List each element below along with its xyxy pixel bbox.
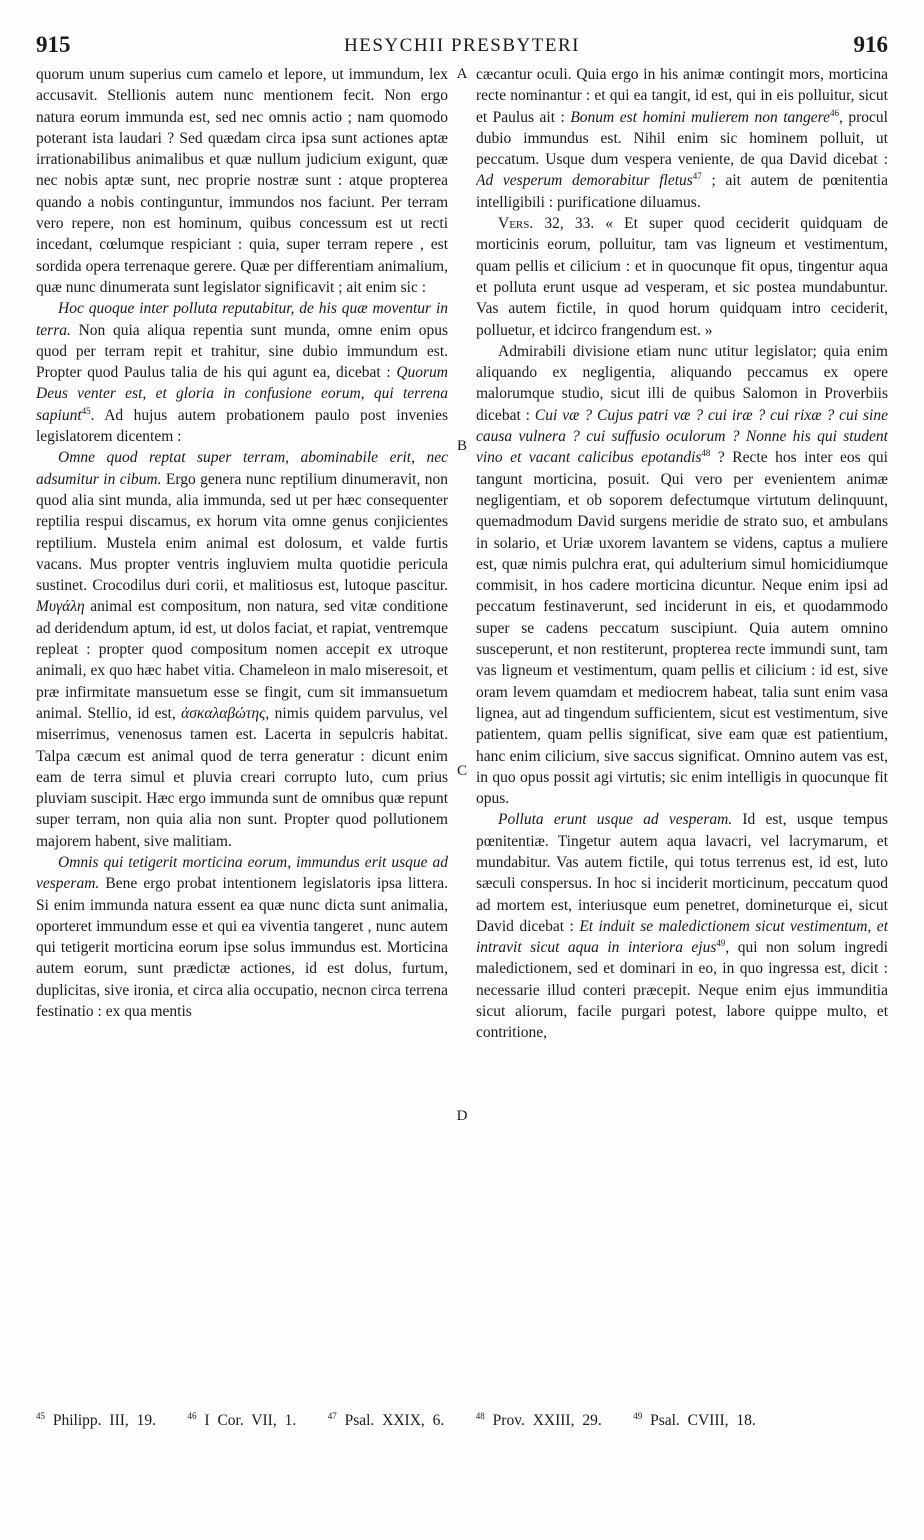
paragraph: Polluta erunt usque ad vesperam. Id est, usque tempus pœnitentiæ. Tingetur autem aqua lavacri, vel lacrymarum, et mundabitur. Vas autem fictile, qui totus terrenus est, id est, luto sæculi conspersus. In hoc si inciderit morticinum, peccatum quod ad mortem est, interiusque eum penetret, domineturque ei, sicut David dicebat : Et induit se maledictionem sicut vestimentum, et intravit sicut aqua in interiora ejus$^{49}$, qui non solum ingredi maledictionem, sed et dominari in eo, in quo ingressa est, dicit : necessarie illud conteri præcepit. Neque enim ejus immunditia sicut aliorum, facile purgari potest, labore quippe multo, et contritione,	[476, 811, 888, 1042]
verse-label: Vers. 32, 33.	[498, 215, 595, 233]
quotation: Ad vesperum demorabitur fletus	[476, 172, 693, 190]
left-column	[36, 64, 448, 1389]
margin-marker-c: C	[456, 763, 467, 779]
margin-marker-d: D	[456, 1108, 468, 1124]
page-number-right: 916	[853, 32, 888, 57]
lemma: Omne quod reptat super terram, abominabile erit, nec adsumitur in cibum.	[36, 449, 448, 488]
quotation: Bonum est homini mulierem non tangere	[570, 108, 831, 126]
paragraph: quorum unum superius cum camelo et lepore, ut immundum, lex accusavit. Stellionis autem nunc mentionem fecit. Non ergo natura eorum immunda est, sed nec omnis actio ; nam quomodo poterant ista laudari ? Sed quædam circa ipsa sunt actiones aptæ irrationabilibus animalibus et quæ nullum judicium exigunt, quæ nec nobis aptæ sunt, nec proprie nostræ sunt : atque propterea quando a nobis continguntur, immundos nos faciunt. Per terram vero repere, non est hominum, quibus concessum est ut recti incedant, cœlumque respiciant : quia, super terram repere , est sordida opera terrenaque gerere. Quæ per differentiam animalium, quæ nunc dinumerata sunt legislator significavit ; ait enim sic :	[36, 66, 448, 296]
right-column	[476, 64, 888, 1389]
footnote: $^{48}$ Prov. XXIII, 29.	[475, 1410, 602, 1429]
footnote-ref: 45	[81, 405, 91, 416]
quotation: Cui væ ? Cujus patri væ ? cui iræ ? cui rixæ ? cui sine causa vulnera ? cui suffusio oculorum ? Nonne his qui student vino et vacant calicibus epotandis	[476, 406, 888, 467]
paragraph: Hoc quoque inter polluta reputabitur, de his quæ moventur in terra. Non quia aliqua repentia sunt munda, omne enim opus quod per terram repit et trahitur, sine dubio immundum est. Propter quod Paulus talia de his qui agunt ea, dicebat : Quorum Deus venter est, et gloria in confusione eorum, qui terrena sapiunt$^{45}$. Ad hujus autem probationem paulo post invenies legislatorem dicentem :	[36, 300, 448, 446]
footnote: $^{47}$ Psal. XXIX, 6.	[327, 1410, 445, 1429]
footnote-ref: 47	[692, 171, 702, 182]
margin-marker-b: B	[456, 438, 467, 454]
quotation: Quorum Deus venter est, et gloria in confusione eorum, qui terrena sapiunt	[36, 364, 448, 424]
margin-marker-a: A	[456, 66, 468, 82]
footnote-ref: 49	[716, 938, 726, 949]
footnote: $^{45}$ Philipp. III, 19.	[36, 1410, 157, 1429]
greek-word: ἀσκαλαβώτης	[181, 704, 266, 722]
quotation: Et induit se maledictionem sicut vestimentum, et intravit sicut aqua in interiora ejus	[476, 917, 888, 957]
greek-word: Μυγάλη	[36, 598, 85, 616]
footnote-ref: 48	[701, 448, 711, 459]
paragraph: Vers. 32, 33. « Et super quod ceciderit quidquam de morticinis eorum, polluitur, tam vas ligneum et vestimentum, quam pellis et cilicium : et in quocunque fit opus, tingentur aqua et polluta erunt usque ad vesperam, et sic postea mundabuntur. Vas autem fictile, in quod horum quidquam intro ceciderit, polluetur, et idcirco frangendum est. »	[476, 215, 888, 339]
running-title: HESYCHII PRESBYTERI	[344, 35, 580, 56]
paragraph: cæcantur oculi. Quia ergo in his animæ contingit mors, morticina recte nominantur : et qui ea tangit, id est, qui in eis polluitur, sicut et Paulus ait : Bonum est homini mulierem non tangere$^{46}$, procul dubio immundus est. Nihil enim sic hominem polluit, ut peccatum. Usque dum vespera veniente, de qua David dicebat : Ad vesperum demorabitur fletus$^{47}$ ; ait autem de pœnitentia intelligibili : purificatione diluamus.	[476, 66, 888, 211]
page-number-left: 915	[36, 32, 71, 57]
lemma: Omnis qui tetigerit morticina eorum, immundus erit usque ad vesperam.	[36, 853, 448, 893]
lemma: Hoc quoque inter polluta reputabitur, de his quæ moventur in terra.	[36, 300, 448, 339]
footnotes	[36, 1410, 888, 1431]
lemma: Polluta erunt usque ad vesperam.	[498, 811, 733, 829]
footnote-ref: 46	[830, 107, 840, 118]
paragraph: Admirabili divisione etiam nunc utitur legislator; quia enim aliquando ex negligentia, aliquando peccamus ex opere malorumque studio, sicut illi de quibus Salomon in Proverbiis dicebat : Cui væ ? Cujus patri væ ? cui iræ ? cui rixæ ? cui sine causa vulnera ? cui suffusio oculorum ? Nonne his qui student vino et vacant calicibus epotandis$^{48}$ ? Recte hos inter eos qui tangunt morticina, posuit. Qui vero per evenientem animæ negligentiam, et ob soporem defectumque virtutum delinquunt, quemadmodum David surgens meridie de strato suo, et ambulans in solario, et Uriæ uxorem lavantem se videns, captus a muliere est, quæ nimis pulchra erat, qui adulterium simul homicidiumque commisit, in hos cadere morticina dicuntur. Neque enim ipsi ad peccatum festinaverunt, sed inciderunt in eis, et quodammodo super se cadens peccatum suscipiunt. Quia autem omnino susceperunt, et non restiterunt, propterea recte immundi sunt, tam vas ligneum et vestimentum, quam pellis et cilicium : id est, sive oram levem quamdam et mediocrem habeat, talia sunt enim vasa lignea, aut ad tingendum sufficientem, sicut est vestimentum, sive patientem, quam pellis significat, sive eam quæ est patientium, hanc enim cilicium, sive saccus significat. Omnino autem vas est, in quo opus possit agi virtutis; sic enim intelligis in quocunque fit opus.	[476, 342, 888, 808]
paragraph: Omne quod reptat super terram, abominabile erit, nec adsumitur in cibum. Ergo genera nunc reptilium dinumeravit, non quod alia sint munda, alia immunda, sed ut per hæc consequenter reptilia respui discamus, ex horum vita omne genus conjicientes reptilium. Mustela enim animal est dolosum, et valde furtis vacans. Mus propter ventris ingluviem multa quotidie pericula sustinet. Crocodilus duri corii, et malitiosus est, lutoque pascitur. Μυγάλη animal est compositum, non natura, sed vitæ conditione ad deridendum aptum, id est, ut dolos faciat, et rapiat, ventremque repleat : propter quod compositum nomen accepit ex utroque animali, ex quo hæc habet vitia. Chameleon in malo miseresoit, et præ infirmitate mansuetum esse se fingit, cum sit immansuetum animal. Stellio, id est, ἀσκαλαβώτης, nimis quidem parvulus, vel miserrimus, venenosus tamen est. Lacerta in sepulcris habitat. Talpa cæcum est animal quod de terra generatur : dicunt enim eam de terra simul et pluvia creari corrupto luto, cum prius pluviam suscipit. Hæc ergo immunda sunt de omnibus quæ repunt super terram, non quia alia non sunt. Propter quod pollutionem majorem habent, sive malitiam.	[36, 449, 448, 850]
page-header	[36, 32, 888, 58]
paragraph: Omnis qui tetigerit morticina eorum, immundus erit usque ad vesperam. Bene ergo probat intentionem legislatoris ipsa littera. Si enim immunda natura essent ea quæ nunc dicta sunt animalia, oporteret immundum esse et qui ea viventia tangeret , nunc autem qui tetigerit morticina eorum ipse solus immundus est. Morticina autem eorum, sunt prædictæ actiones, id est dolus, furtum, duplicitas, sive ironia, et circa alia occupatio, necnon circa terrena festinatio : ex qua mentis	[36, 853, 448, 1021]
footnote: $^{49}$ Psal. CVIII, 18.	[633, 1410, 756, 1429]
footnote: $^{46}$ I Cor. VII, 1.	[187, 1410, 297, 1429]
